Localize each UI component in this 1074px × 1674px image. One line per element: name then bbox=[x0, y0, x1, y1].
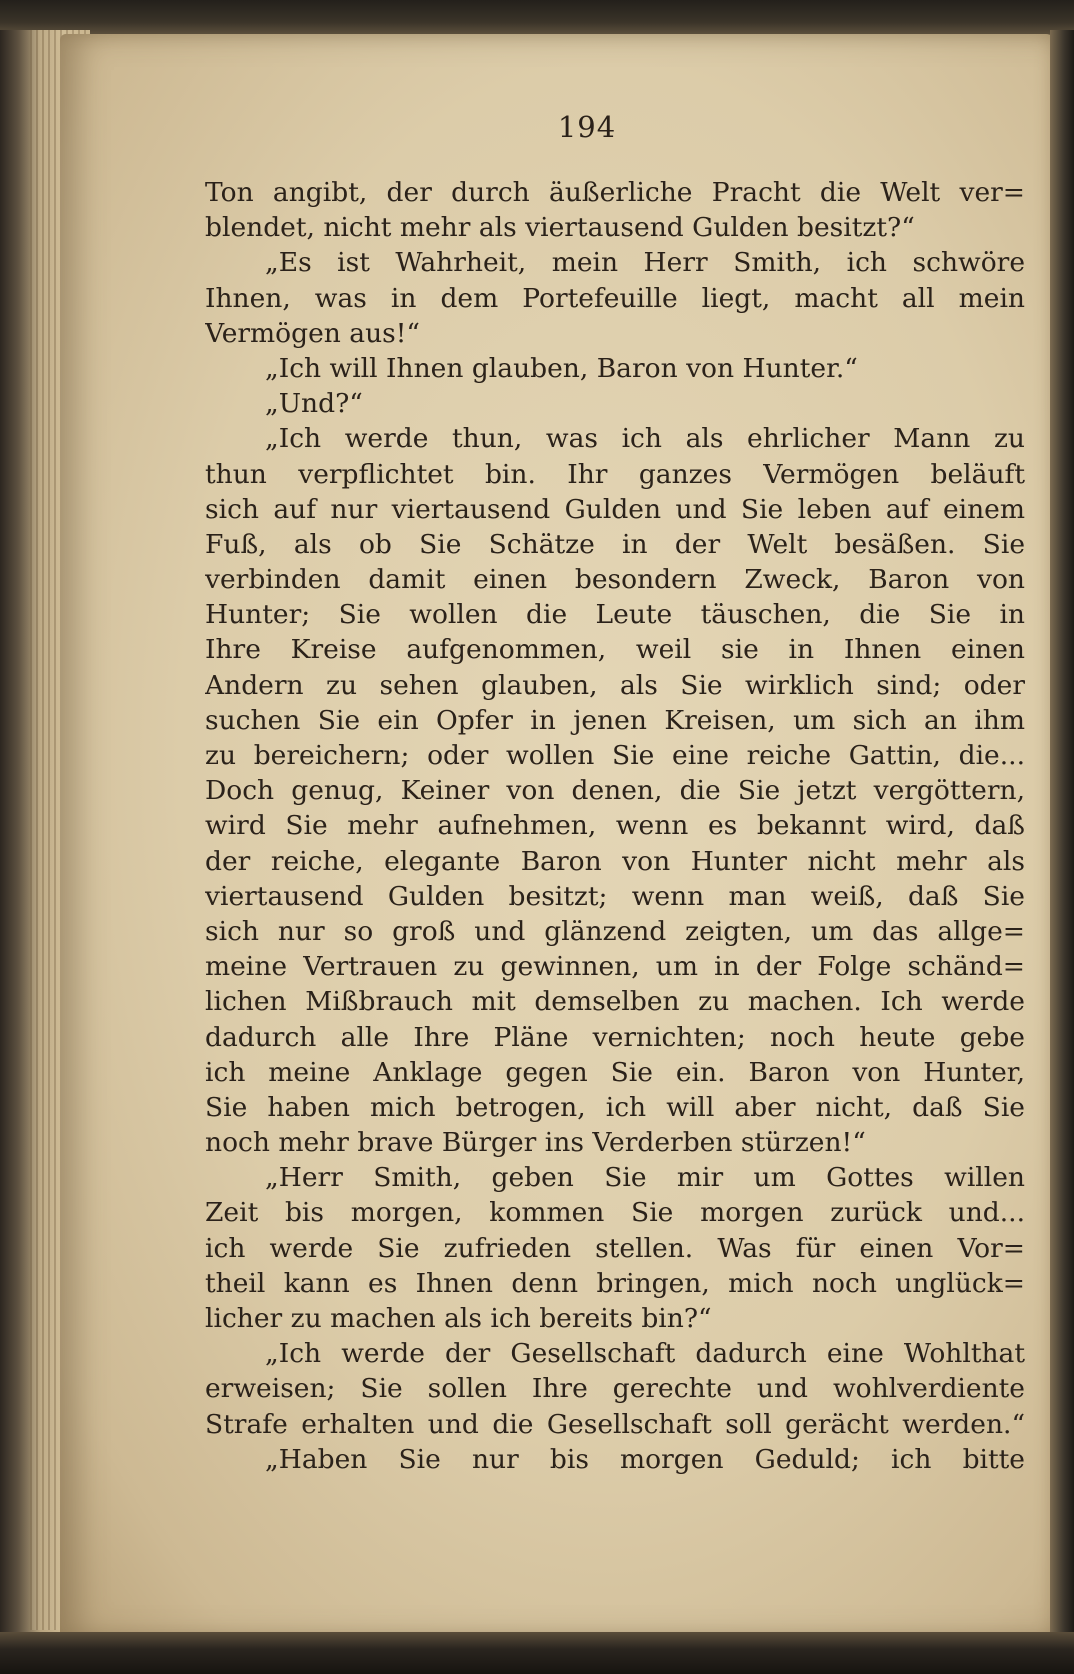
text-line: der reiche, elegante Baron von Hunter nicht mehr als bbox=[205, 845, 1025, 877]
text-line: Vermögen aus!“ bbox=[205, 317, 420, 349]
text-line: Andern zu sehen glauben, als Sie wirklich sind; oder bbox=[205, 669, 1025, 701]
text-line: Hunter; Sie wollen die Leute täuschen, die Sie in bbox=[205, 599, 1025, 631]
book-right-edge bbox=[1050, 30, 1074, 1650]
text-line: Doch genug, Keiner von denen, die Sie jetzt vergöttern, bbox=[205, 775, 1025, 807]
text-line: zu bereichern; oder wollen Sie eine reiche Gattin, die... bbox=[205, 740, 1025, 771]
text-line: meine Vertrauen zu gewinnen, um in der Folge schänd= bbox=[205, 951, 1025, 983]
book-bottom-edge bbox=[0, 1632, 1074, 1674]
text-line: „Ich will Ihnen glauben, Baron von Hunter.“ bbox=[265, 352, 858, 384]
text-line: blendet, nicht mehr als viertausend Gulden besitzt?“ bbox=[205, 212, 915, 244]
text-line: Zeit bis morgen, kommen Sie morgen zurück und... bbox=[205, 1197, 1025, 1229]
body-text bbox=[205, 175, 1025, 1477]
text-line: theil kann es Ihnen denn bringen, mich noch unglück= bbox=[205, 1267, 1025, 1299]
text-line: suchen Sie ein Opfer in jenen Kreisen, um sich an ihm bbox=[205, 704, 1025, 736]
text-line: lichen Mißbrauch mit demselben zu machen. Ich werde bbox=[205, 986, 1025, 1018]
text-line: Ihre Kreise aufgenommen, weil sie in Ihnen einen bbox=[205, 634, 1025, 666]
text-line: „Herr Smith, geben Sie mir um Gottes willen bbox=[265, 1162, 1025, 1194]
text-line: licher zu machen als ich bereits bin?“ bbox=[205, 1303, 712, 1334]
text-line: erweisen; Sie sollen Ihre gerechte und wohlverdiente bbox=[205, 1373, 1025, 1405]
text-line: thun verpflichtet bin. Ihr ganzes Vermögen beläuft bbox=[205, 458, 1025, 490]
text-line: „Ich werde der Gesellschaft dadurch eine Wohlthat bbox=[265, 1338, 1025, 1370]
text-line: sich nur so groß und glänzend zeigten, um das allge= bbox=[205, 915, 1025, 947]
text-line: ich werde Sie zufrieden stellen. Was für einen Vor= bbox=[205, 1232, 1025, 1264]
text-line: „Und?“ bbox=[265, 388, 363, 420]
text-line: wird Sie mehr aufnehmen, wenn es bekannt wird, daß bbox=[205, 810, 1025, 842]
text-line: dadurch alle Ihre Pläne vernichten; noch heute gebe bbox=[205, 1021, 1025, 1053]
text-line: viertausend Gulden besitzt; wenn man weiß, daß Sie bbox=[205, 880, 1025, 912]
text-line: ich meine Anklage gegen Sie ein. Baron von Hunter, bbox=[205, 1056, 1025, 1088]
text-line: „Ich werde thun, was ich als ehrlicher Mann zu bbox=[265, 423, 1025, 455]
page-number: 194 bbox=[557, 110, 617, 144]
text-line: Ton angibt, der durch äußerliche Pracht die Welt ver= bbox=[205, 177, 1025, 208]
text-line: noch mehr brave Bürger ins Verderben stürzen!“ bbox=[205, 1127, 866, 1159]
text-line: „Es ist Wahrheit, mein Herr Smith, ich schwöre bbox=[265, 247, 1025, 279]
text-line: sich auf nur viertausend Gulden und Sie leben auf einem bbox=[205, 493, 1025, 525]
text-line: Strafe erhalten und die Gesellschaft soll gerächt werden.“ bbox=[205, 1408, 1025, 1440]
text-line: Ihnen, was in dem Portefeuille liegt, macht all mein bbox=[205, 282, 1025, 314]
text-line: „Haben Sie nur bis morgen Geduld; ich bitte bbox=[265, 1443, 1025, 1475]
text-line: Fuß, als ob Sie Schätze in der Welt besäßen. Sie bbox=[205, 528, 1025, 560]
text-line: verbinden damit einen besondern Zweck, Baron von bbox=[205, 564, 1025, 596]
text-line: Sie haben mich betrogen, ich will aber nicht, daß Sie bbox=[205, 1091, 1025, 1123]
